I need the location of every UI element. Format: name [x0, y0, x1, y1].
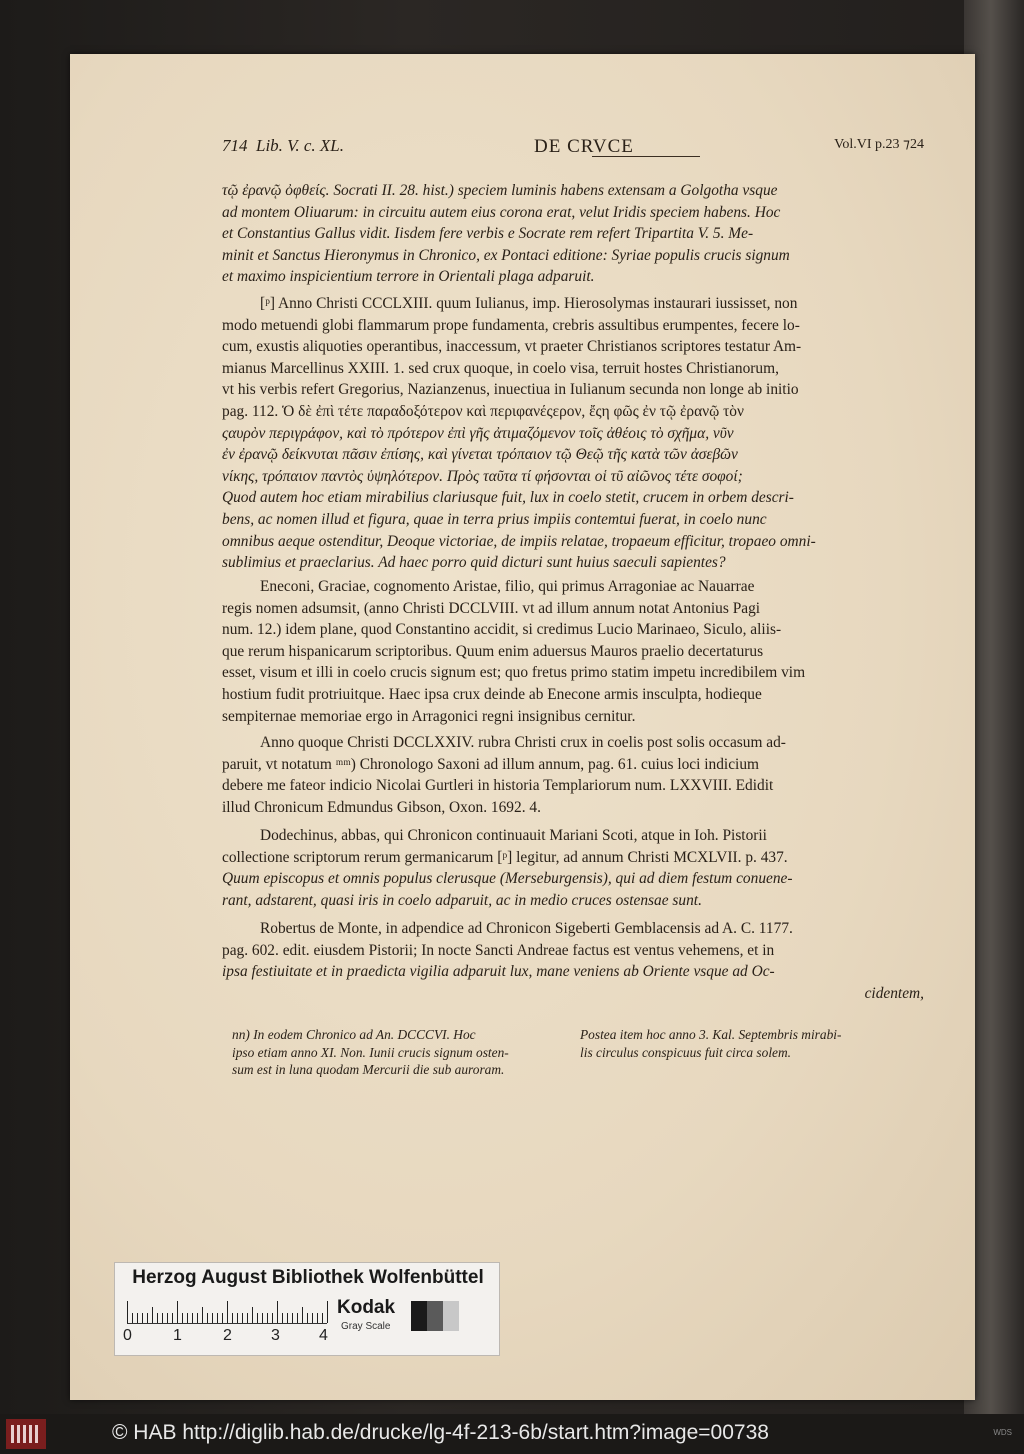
- text-line: cidentem,: [864, 984, 924, 1002]
- ruler-tick: [277, 1301, 278, 1323]
- ruler-tick: [292, 1313, 293, 1323]
- text-line: rant, adstarent, quasi iris in coelo adparuit, ac in medio cruces ostensae sunt.: [222, 891, 702, 909]
- ruler-tick: [317, 1313, 318, 1323]
- ruler-tick: [172, 1313, 173, 1323]
- footnote-right: [580, 1026, 925, 1061]
- ruler-tick: [132, 1313, 133, 1323]
- ruler-tick: [257, 1313, 258, 1323]
- ruler-number: 2: [223, 1327, 232, 1344]
- ruler-tick: [192, 1313, 193, 1323]
- ruler-tick: [222, 1313, 223, 1323]
- footnote-line: Postea item hoc anno 3. Kal. Septembris mirabi-: [580, 1027, 842, 1042]
- ruler-number: 4: [319, 1327, 328, 1344]
- header-rule: [592, 156, 700, 157]
- paragraph-1: [222, 180, 924, 288]
- ruler-tick: [127, 1301, 128, 1323]
- text-line: Quod autem hoc etiam mirabilius clariusque fuit, lux in coelo stetit, crucem in orbem descri-: [222, 489, 794, 507]
- ruler-tick: [312, 1313, 313, 1323]
- text-line: vt his verbis refert Gregorius, Nazianzenus, inuectiua in Iulianum secunda non longe ab initio: [222, 381, 799, 399]
- ruler-tick: [137, 1313, 138, 1323]
- text-line: modo metuendi globi flammarum prope fundamenta, crebris assultibus erumpentes, fecere lo-: [222, 316, 800, 334]
- text-line: hostium fudit protriuitque. Haec ipsa crux deinde ab Enecone armis insculpta, hodieque: [222, 685, 762, 703]
- ruler-tick: [227, 1301, 228, 1323]
- ruler-tick: [207, 1313, 208, 1323]
- text-line: que rerum hispanicarum scriptoribus. Quum enim aduersus Mauros praelio decertaturus: [222, 642, 764, 660]
- ruler-tick: [287, 1313, 288, 1323]
- ruler-tick: [297, 1313, 298, 1323]
- text-line: esset, visum et illi in coelo crucis signum est; quo fretus primo statim impetu incredibilem vim: [222, 664, 806, 682]
- copyright-link[interactable]: © HAB http://diglib.hab.de/drucke/lg-4f-213-6b/start.htm?image=00738: [112, 1421, 769, 1444]
- paragraph-5: [222, 825, 924, 911]
- text-line: cum, exustis aliquoties operantibus, inaccessum, vt praeter Christianos scriptores testatur Am-: [222, 338, 802, 356]
- text-line: illud Chronicum Edmundus Gibson, Oxon. 1692. 4.: [222, 798, 541, 816]
- footnote-line: ipso etiam anno XI. Non. Iunii crucis signum osten-: [232, 1044, 509, 1060]
- footnote-line: nn) In eodem Chronico ad An. DCCCVI. Hoc: [232, 1027, 476, 1042]
- ruler-tick: [272, 1313, 273, 1323]
- ruler-tick: [212, 1313, 213, 1323]
- ruler-tick: [262, 1313, 263, 1323]
- text-line: debere me fateor indicio Nicolai Gurtleri in historia Templariorum num. LXXVIII. Edidit: [222, 777, 774, 795]
- ruler-numbers: [123, 1327, 333, 1347]
- gray-patch: [443, 1301, 459, 1331]
- ruler-tick: [307, 1313, 308, 1323]
- ruler-tick: [142, 1313, 143, 1323]
- volume-reference: Vol.VI p.23 ⁊24: [834, 137, 924, 152]
- ruler-tick: [237, 1313, 238, 1323]
- color-calibration-card: [114, 1262, 500, 1356]
- scale-ruler: [127, 1299, 327, 1324]
- ruler-tick: [167, 1313, 168, 1323]
- paragraph-2: [222, 293, 924, 574]
- text-line: et maximo inspicientium terrore in Orientali plaga adparuit.: [222, 268, 595, 286]
- text-line: paruit, vt notatum ᵐᵐ) Chronologo Saxoni ad illum annum, pag. 61. cuius loci indicium: [222, 755, 759, 773]
- gray-scale-label: Gray Scale: [341, 1321, 391, 1332]
- footer-mark: WDS: [993, 1428, 1012, 1437]
- paragraph-3: [222, 576, 924, 727]
- text-line: Robertus de Monte, in adpendice ad Chronicon Sigeberti Gemblacensis ad A. C. 1177.: [260, 920, 793, 937]
- text-line: τῷ ἐρανῷ ὀφθείς. Socrati II. 28. hist.) speciem luminis habens extensam a Golgotha vsque: [222, 182, 778, 199]
- text-line: mianus Marcellinus XXIII. 1. sed crux quoque, in coelo visa, terruit hostes Christianorum,: [222, 359, 779, 377]
- text-line: collectione scriptorum rerum germanicarum [ᵖ] legitur, ad annum Christi MCXLVII. p. 437.: [222, 848, 788, 866]
- ruler-tick: [242, 1313, 243, 1323]
- ruler-tick: [327, 1301, 328, 1323]
- gray-patch: [411, 1301, 427, 1331]
- gray-patches: [411, 1301, 459, 1331]
- library-name: Herzog August Bibliothek Wolfenbüttel: [132, 1267, 484, 1288]
- ruler-tick: [247, 1313, 248, 1323]
- ruler-tick: [162, 1313, 163, 1323]
- ruler-tick: [177, 1301, 178, 1323]
- ruler-tick: [182, 1313, 183, 1323]
- ruler-tick: [202, 1307, 203, 1323]
- text-line: pag. 602. edit. eiusdem Pistorii; In nocte Sancti Andreae factus est ventus vehemens, et in: [222, 941, 775, 959]
- ruler-tick: [197, 1313, 198, 1323]
- text-line: num. 12.) idem plane, quod Constantino accidit, si credimus Lucio Marinaeo, Siculo, aliis-: [222, 621, 782, 639]
- footnote-left: [232, 1026, 572, 1079]
- text-line: ἐν ἐρανῷ δείκνυται πᾶσιν ἐπίσης, καὶ γίνεται τρόπαιον τῷ Θεῷ τῆς κατὰ τῶν ἀσεβῶν: [222, 446, 738, 464]
- text-line: Dodechinus, abbas, qui Chronicon continuauit Mariani Scoti, atque in Ioh. Pistorii: [260, 827, 767, 844]
- text-line: Anno quoque Christi DCCLXXIV. rubra Christi crux in coelis post solis occasum ad-: [260, 734, 786, 751]
- ruler-tick: [157, 1313, 158, 1323]
- text-line: omnibus aeque ostenditur, Deoque victoriae, de impiis relatae, tropaeum efficitur, tropaeo omni-: [222, 532, 816, 550]
- ruler-tick: [302, 1307, 303, 1323]
- ruler-number: 1: [173, 1327, 182, 1344]
- text-line: ipsa festiuitate et in praedicta vigilia adparuit lux, mane veniens ab Oriente vsque ad Oc-: [222, 963, 775, 981]
- text-line: ςαυρὸν περιγράφον, καὶ τὸ πρότερον ἐπὶ γῆς ἀτιμαζόμενον τοῖς ἀθέοις τὸ σχῆμα, νῦν: [222, 424, 734, 442]
- text-line: Eneconi, Graciae, cognomento Aristae, filio, qui primus Arragoniae ac Nauarrae: [260, 578, 755, 595]
- text-line: et Constantius Gallus vidit. Iisdem fere verbis e Socrate rem refert Tripartita V. 5. Me-: [222, 225, 754, 243]
- ruler-tick: [252, 1307, 253, 1323]
- ruler-number: 3: [271, 1327, 280, 1344]
- ruler-tick: [187, 1313, 188, 1323]
- ruler-number: 0: [123, 1327, 132, 1344]
- ruler-tick: [282, 1313, 283, 1323]
- footnote-line: lis circulus conspicuus fuit circa solem.: [580, 1044, 791, 1060]
- gray-patch: [427, 1301, 443, 1331]
- ruler-tick: [147, 1313, 148, 1323]
- paragraph-6: [222, 918, 924, 1004]
- ruler-tick: [152, 1307, 153, 1323]
- text-line: νίκης, τρόπαιον παντὸς ὑψηλότερον. Πρὸς ταῦτα τί φήσονται οἱ τῦ αἰῶνος τέτε σοφοί;: [222, 467, 743, 485]
- paragraph-4: [222, 732, 924, 818]
- text-line: bens, ac nomen illud et figura, quae in terra prius impiis contemtui fuerat, in coelo nunc: [222, 510, 767, 528]
- text-line: regis nomen adsumsit, (anno Christi DCCLVIII. vt ad illum annum notat Antonius Pagi: [222, 599, 761, 617]
- text-line: sempiternae memoriae ergo in Arragonici regni insignibus cernitur.: [222, 707, 636, 725]
- page-title: DE CRVCE: [534, 136, 634, 157]
- text-line: minit et Sanctus Hieronymus in Chronico, ex Pontaci editione: Syriae populis crucis signum: [222, 246, 790, 264]
- kodak-logo: Kodak: [337, 1297, 396, 1318]
- running-header: [222, 136, 924, 160]
- footer-bar: [0, 1414, 1024, 1454]
- text-line: ad montem Oliuarum: in circuitu autem eius corona erat, velut Iridis speciem habens. Hoc: [222, 203, 781, 221]
- text-line: Quum episcopus et omnis populus clerusque (Merseburgensis), qui ad diem festum conuene-: [222, 870, 793, 888]
- page-number: 714 Lib. V. c. XL.: [222, 136, 345, 155]
- ruler-tick: [217, 1313, 218, 1323]
- text-line: sublimius et praeclarius. Ad haec porro quid dicturi sunt huius saeculi sapientes?: [222, 554, 726, 572]
- footnote-line: sum est in luna quodam Mercurii die sub auroram.: [232, 1062, 505, 1077]
- hab-logo-icon: [6, 1419, 46, 1449]
- ruler-tick: [267, 1313, 268, 1323]
- ruler-tick: [232, 1313, 233, 1323]
- text-line: [ᵖ] Anno Christi CCCLXIII. quum Iulianus, imp. Hierosolymas instaurari iussisset, non: [260, 295, 798, 312]
- text-line: pag. 112. Ὁ δὲ ἐπὶ τέτε παραδοξότερον καὶ περιφανέςερον, ἔςη φῶς ἐν τῷ ἐρανῷ τὸν: [222, 402, 744, 420]
- ruler-tick: [322, 1313, 323, 1323]
